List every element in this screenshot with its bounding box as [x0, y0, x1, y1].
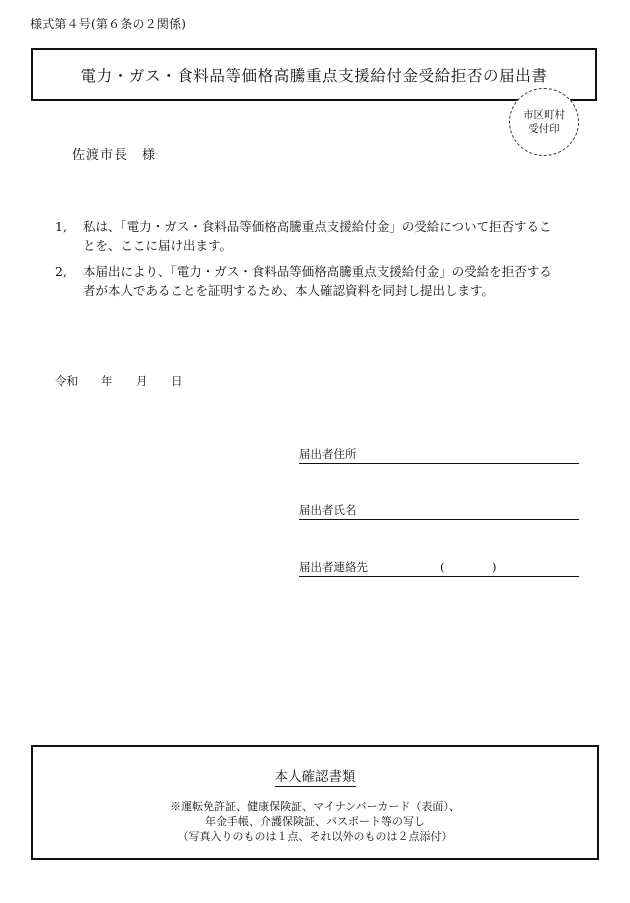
title-box — [31, 48, 597, 101]
statement-number: 1, — [55, 219, 67, 234]
applicant-name-label: 届出者氏名 — [299, 503, 357, 517]
date-year: 年 — [101, 374, 113, 388]
stamp-line-2: 受付印 — [528, 123, 560, 135]
date-day: 日 — [171, 374, 183, 388]
statement-text: 私は、「電力・ガス・食料品等価格高騰重点支援給付金」の受給について拒否することを、ここに届け出ます。 — [83, 219, 552, 253]
contact-paren-close: ) — [492, 560, 497, 574]
date-month: 月 — [136, 374, 148, 388]
date-line — [55, 373, 183, 389]
document-title: 電力・ガス・食料品等価格高騰重点支援給付金受給拒否の届出書 — [80, 66, 548, 85]
id-documents-notes — [33, 799, 597, 844]
statement-number: 2, — [55, 264, 67, 279]
reception-stamp-circle — [509, 88, 579, 156]
form-number: 様式第４号(第６条の２関係) — [30, 17, 187, 31]
applicant-contact-label: 届出者連絡先 — [299, 560, 368, 574]
id-documents-heading: 本人確認書類 — [274, 769, 356, 785]
recipient: 佐渡市長 様 — [72, 148, 157, 163]
id-note-line-2: 年金手帳、介護保険証、パスポート等の写し — [205, 815, 425, 828]
date-era: 令和 — [55, 374, 78, 388]
contact-paren-open: ( — [440, 560, 445, 574]
id-note-line-1: ※運転免許証、健康保険証、マイナンバーカード（表面）、 — [170, 800, 460, 813]
id-documents-box — [31, 745, 599, 860]
applicant-name-field[interactable] — [299, 501, 579, 520]
statement-text: 本届出により、「電力・ガス・食料品等価格高騰重点支援給付金」の受給を拒否する者が本人であることを証明するため、本人確認資料を同封し提出します。 — [83, 264, 552, 298]
id-note-line-3: （写真入りのものは１点、それ以外のものは２点添付） — [177, 830, 453, 843]
applicant-address-label: 届出者住所 — [299, 447, 357, 461]
applicant-address-field[interactable] — [299, 445, 579, 464]
id-documents-heading-row — [33, 765, 597, 785]
applicant-contact-field[interactable] — [299, 558, 579, 577]
stamp-line-1: 市区町村 — [523, 109, 565, 121]
